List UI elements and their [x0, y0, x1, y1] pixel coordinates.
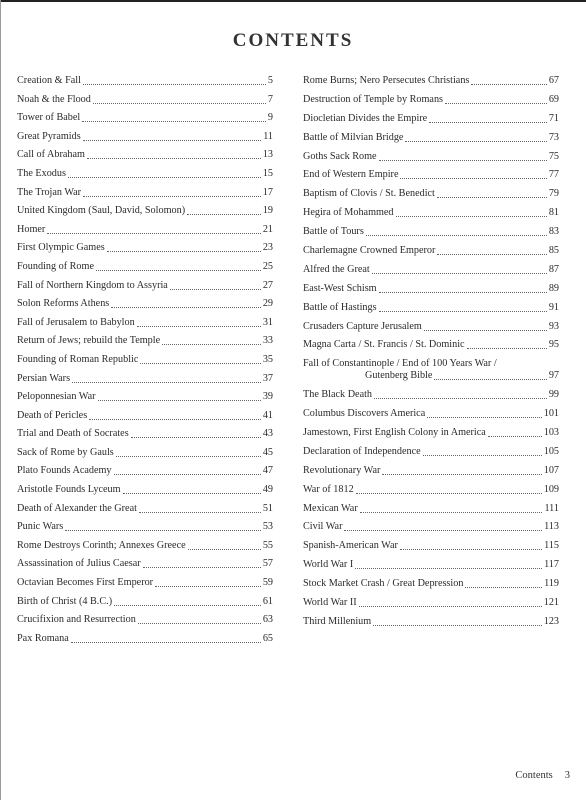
toc-entry-page-number: 63: [262, 614, 273, 626]
dot-leader: [83, 196, 261, 197]
toc-entry-page-number: 119: [544, 578, 559, 590]
dot-leader: [87, 158, 261, 159]
toc-entry: [17, 596, 273, 608]
dot-leader: [98, 400, 261, 401]
toc-entry: [17, 75, 273, 87]
dot-leader: [155, 586, 261, 587]
toc-entry: [303, 113, 559, 125]
toc-entry-label: Alfred the Great: [303, 263, 370, 275]
toc-entry-page-number: 45: [262, 446, 273, 458]
dot-leader: [65, 530, 261, 531]
dot-leader: [429, 122, 547, 123]
dot-leader: [372, 273, 547, 274]
dot-leader: [140, 363, 260, 364]
toc-left-column: [17, 75, 273, 651]
dot-leader: [471, 84, 546, 85]
dot-leader: [138, 623, 261, 624]
toc-entry-page-number: 17: [262, 186, 273, 198]
toc-entry-label: World War I: [303, 559, 354, 571]
dot-leader: [131, 437, 261, 438]
toc-entry-page-number: 53: [262, 521, 273, 533]
toc-entry-label: Fall of Northern Kingdom to Assyria: [17, 279, 168, 291]
toc-entry-label: Call of Abraham: [17, 149, 85, 161]
toc-entry-label: Plato Founds Academy: [17, 465, 112, 477]
dot-leader: [114, 474, 261, 475]
dot-leader: [382, 474, 541, 475]
left-edge: [0, 0, 1, 800]
toc-entry: [303, 408, 559, 420]
dot-leader: [111, 307, 261, 308]
toc-entry: [17, 521, 273, 533]
dot-leader: [434, 379, 546, 380]
toc-entry: [303, 521, 559, 533]
dot-leader: [424, 330, 547, 331]
toc-entry-label: Revolutionary War: [303, 464, 381, 476]
toc-entry-label: Columbus Discovers America: [303, 408, 426, 420]
toc-entry-label: Crucifixion and Resurrection: [17, 614, 136, 626]
toc-entry-page-number: 107: [543, 464, 559, 476]
dot-leader: [93, 103, 266, 104]
toc-entry: [303, 132, 559, 144]
dot-leader: [379, 311, 547, 312]
toc-entry: [17, 242, 273, 254]
toc-entry: [17, 558, 273, 570]
toc-entry-page-number: 55: [262, 539, 273, 551]
toc-entry-label: United Kingdom (Saul, David, Solomon): [17, 205, 186, 217]
dot-leader: [162, 344, 261, 345]
toc-entry: [303, 264, 559, 276]
toc-entry-page-number: 69: [548, 93, 559, 105]
toc-entry-page-number: 81: [548, 207, 559, 219]
toc-entry: [303, 358, 559, 382]
toc-entry-label: Magna Carta / St. Francis / St. Dominic: [303, 339, 465, 351]
dot-leader: [437, 197, 547, 198]
toc-entry-page-number: 121: [543, 597, 559, 609]
toc-entry: [303, 465, 559, 477]
toc-entry-label: Persian Wars: [17, 372, 71, 384]
toc-entry-label: Founding of Roman Republic: [17, 353, 139, 365]
toc-entry-page-number: 113: [544, 521, 559, 533]
dot-leader: [123, 493, 261, 494]
toc-entry: [303, 389, 559, 401]
toc-entry-page-number: 59: [262, 577, 273, 589]
toc-entry: [17, 317, 273, 329]
toc-entry-page-number: 99: [548, 389, 559, 401]
toc-entry: [17, 540, 273, 552]
toc-entry: [303, 207, 559, 219]
toc-entry-page-number: 97: [548, 370, 559, 382]
toc-entry: [17, 335, 273, 347]
dot-leader: [359, 606, 542, 607]
toc-entry-label: Spanish-American War: [303, 540, 398, 552]
toc-entry-label: Charlemagne Crowned Emperor: [303, 245, 436, 257]
toc-entry: [303, 578, 559, 590]
toc-entry: [303, 446, 559, 458]
page-title: CONTENTS: [232, 30, 354, 51]
dot-leader: [47, 233, 261, 234]
toc-entry-label: Trial and Death of Socrates: [17, 428, 129, 440]
toc-entry-page-number: 71: [548, 112, 559, 124]
toc-entry: [17, 577, 273, 589]
toc-entry-label: Pax Romana: [17, 632, 69, 644]
toc-entry-page-number: 37: [262, 372, 273, 384]
dot-leader: [360, 512, 543, 513]
toc-entry-label: Declaration of Independence: [303, 445, 421, 457]
toc-entry-label: Noah & the Flood: [17, 93, 91, 105]
toc-entry-page-number: 123: [543, 615, 559, 627]
dot-leader: [83, 140, 262, 141]
toc-entry-page-number: 5: [267, 75, 273, 86]
dot-leader: [467, 348, 547, 349]
dot-leader: [373, 625, 542, 626]
toc-entry-page-number: 47: [262, 465, 273, 477]
toc-entry-page-number: 77: [548, 169, 559, 181]
toc-entry-page-number: 39: [262, 391, 273, 403]
toc-entry-label: Battle of Milvian Bridge: [303, 131, 404, 143]
toc-entry-label: World War II: [303, 597, 357, 609]
toc-entry: [17, 354, 273, 366]
dot-leader: [83, 84, 266, 85]
toc-entry-label: Homer: [17, 223, 46, 235]
toc-entry-page-number: 49: [262, 484, 273, 496]
dot-leader: [188, 549, 261, 550]
toc-entry: [303, 427, 559, 439]
toc-entry-label: Founding of Rome: [17, 260, 94, 272]
toc-entry: [303, 597, 559, 609]
dot-leader: [379, 160, 547, 161]
toc-entry: [303, 540, 559, 552]
toc-entry-page-number: 83: [548, 226, 559, 238]
dot-leader: [427, 417, 541, 418]
dot-leader: [137, 326, 261, 327]
toc-entry-label: Octavian Becomes First Emperor: [17, 577, 154, 589]
toc-entry-label: Diocletian Divides the Empire: [303, 112, 428, 124]
dot-leader: [396, 216, 547, 217]
toc-entry-label: End of Western Empire: [303, 169, 399, 181]
toc-entry-label: East-West Schism: [303, 282, 377, 294]
toc-entry-page-number: 27: [262, 279, 273, 291]
toc-entry-label: Punic Wars: [17, 521, 64, 533]
toc-entry: [17, 428, 273, 440]
dot-leader: [465, 587, 542, 588]
toc-entry: [17, 373, 273, 385]
toc-entry-label: The Black Death: [303, 389, 373, 401]
toc-entry: [17, 280, 273, 292]
dot-leader: [374, 398, 547, 399]
toc-entry-page-number: 15: [262, 167, 273, 179]
toc-entry-page-number: 67: [548, 75, 559, 86]
toc-entry-page-number: 85: [548, 245, 559, 257]
toc-entry: [17, 131, 273, 143]
dot-leader: [143, 567, 261, 568]
toc-entry-label: Tower of Babel: [17, 112, 81, 124]
dot-leader: [68, 177, 261, 178]
toc-entry-page-number: 103: [543, 427, 559, 439]
toc-entry-label: Great Pyramids: [17, 130, 81, 142]
toc-entry: [17, 112, 273, 124]
toc-entry: [303, 169, 559, 181]
toc-entry-page-number: 23: [262, 242, 273, 254]
toc-entry: [303, 283, 559, 295]
page-footer: [515, 770, 570, 781]
toc-entry: [303, 75, 559, 87]
toc-entry-page-number: 31: [262, 316, 273, 328]
toc-entry-page-number: 65: [262, 632, 273, 644]
toc-entry-page-number: 93: [548, 320, 559, 332]
toc-entry: [303, 302, 559, 314]
toc-entry-page-number: 43: [262, 428, 273, 440]
dot-leader: [379, 292, 547, 293]
toc-entry: [17, 187, 273, 199]
toc-entry-label: Sack of Rome by Gauls: [17, 446, 114, 458]
toc-entry-page-number: 79: [548, 188, 559, 200]
toc-entry-label: First Olympic Games: [17, 242, 105, 254]
toc-entry-page-number: 11: [263, 130, 273, 142]
toc-entry-label: Death of Alexander the Great: [17, 502, 137, 514]
toc-entry: [17, 224, 273, 236]
toc-entry-label: Destruction of Temple by Romans: [303, 93, 444, 105]
toc-entry-page-number: 111: [544, 502, 559, 514]
toc-entry-page-number: 25: [262, 260, 273, 272]
dot-leader: [89, 419, 261, 420]
top-rule: [0, 0, 586, 2]
toc-entry: [17, 149, 273, 161]
footer-page-number: 3: [564, 770, 570, 781]
dot-leader: [139, 512, 261, 513]
toc-entry: [17, 261, 273, 273]
toc-entry: [303, 484, 559, 496]
toc-entry-label: Goths Sack Rome: [303, 150, 377, 162]
toc-entry-page-number: 19: [262, 205, 273, 217]
toc-entry-label: Death of Pericles: [17, 409, 88, 421]
toc-entry-label: Third Millenium: [303, 615, 372, 627]
toc-entry-label: Birth of Christ (4 B.C.): [17, 595, 113, 607]
toc-entry: [303, 559, 559, 571]
dot-leader: [400, 178, 546, 179]
dot-leader: [71, 642, 261, 643]
toc-entry-page-number: 41: [262, 409, 273, 421]
dot-leader: [355, 568, 542, 569]
toc-entry-page-number: 21: [262, 223, 273, 235]
dot-leader: [72, 382, 261, 383]
toc-entry-label: Stock Market Crash / Great Depression: [303, 578, 464, 590]
toc-entry-page-number: 57: [262, 558, 273, 570]
toc-entry-page-number: 7: [267, 93, 273, 105]
toc-entry-label: Rome Burns; Nero Persecutes Christians: [303, 75, 470, 86]
toc-entry-page-number: 87: [548, 263, 559, 275]
dot-leader: [96, 270, 261, 271]
toc-entry: [303, 321, 559, 333]
toc-entry-page-number: 115: [544, 540, 559, 552]
toc-entry: [17, 205, 273, 217]
toc-entry: [303, 616, 559, 628]
dot-leader: [170, 289, 261, 290]
toc-entry-label-continued: Gutenberg Bible: [365, 370, 433, 382]
toc-entry-page-number: 13: [262, 149, 273, 161]
toc-entry-label: Aristotle Founds Lyceum: [17, 484, 121, 496]
toc-entry-label: Crusaders Capture Jerusalem: [303, 320, 422, 332]
toc-entry-page-number: 105: [543, 445, 559, 457]
toc-entry-label: Fall of Jerusalem to Babylon: [17, 316, 135, 328]
dot-leader: [114, 605, 261, 606]
toc-entry-page-number: 101: [543, 408, 559, 420]
toc-entry-page-number: 29: [262, 298, 273, 310]
toc-right-column: [303, 75, 559, 635]
toc-entry: [17, 633, 273, 645]
toc-entry: [17, 94, 273, 106]
toc-entry: [17, 465, 273, 477]
toc-entry-page-number: 73: [548, 131, 559, 143]
dot-leader: [356, 493, 542, 494]
toc-entry-label: Creation & Fall: [17, 75, 81, 86]
dot-leader: [116, 456, 261, 457]
dot-leader: [187, 214, 261, 215]
toc-entry-label: Battle of Tours: [303, 226, 364, 238]
toc-entry-page-number: 35: [262, 353, 273, 365]
dot-leader: [423, 455, 542, 456]
toc-entry-label: Assassination of Julius Caesar: [17, 558, 141, 570]
toc-entry-label: Peloponnesian War: [17, 391, 96, 403]
toc-entry: [17, 484, 273, 496]
toc-entry-label: Rome Destroys Corinth; Annexes Greece: [17, 539, 186, 551]
toc-entry-page-number: 89: [548, 282, 559, 294]
toc-entry-label: Baptism of Clovis / St. Benedict: [303, 188, 435, 200]
toc-entry-label: Battle of Hastings: [303, 301, 377, 313]
toc-entry-page-number: 33: [262, 335, 273, 347]
toc-entry: [17, 410, 273, 422]
toc-entry-label: Jamestown, First English Colony in America: [303, 427, 486, 439]
toc-entry: [303, 339, 559, 351]
toc-entry-label: Solon Reforms Athens: [17, 298, 110, 310]
toc-entry: [303, 245, 559, 257]
toc-entry-label: Civil War: [303, 521, 343, 533]
toc-entry: [303, 151, 559, 163]
toc-entry: [17, 503, 273, 515]
toc-entry-page-number: 61: [262, 595, 273, 607]
toc-entry-label: The Trojan War: [17, 186, 82, 198]
toc-entry: [17, 168, 273, 180]
toc-entry-page-number: 91: [548, 301, 559, 313]
toc-entry: [303, 503, 559, 515]
toc-entry: [17, 447, 273, 459]
dot-leader: [82, 121, 266, 122]
toc-entry-page-number: 75: [548, 150, 559, 162]
footer-label: Contents: [515, 770, 553, 781]
toc-entry-label: Mexican War: [303, 502, 358, 514]
toc-entry: [303, 226, 559, 238]
toc-entry-label: Hegira of Mohammed: [303, 207, 394, 219]
toc-entry-page-number: 51: [262, 502, 273, 514]
toc-entry-label: Return of Jews; rebuild the Temple: [17, 335, 161, 347]
toc-entry-page-number: 9: [267, 112, 273, 124]
toc-entry: [303, 94, 559, 106]
toc-entry: [17, 298, 273, 310]
toc-entry-page-number: 95: [548, 339, 559, 351]
toc-entry-label: Fall of Constantinople / End of 100 Years War /: [303, 358, 497, 370]
dot-leader: [344, 530, 542, 531]
dot-leader: [445, 103, 547, 104]
toc-entry-label: War of 1812: [303, 483, 354, 495]
dot-leader: [366, 235, 547, 236]
toc-entry: [303, 188, 559, 200]
dot-leader: [437, 254, 546, 255]
toc-entry-label: The Exodus: [17, 167, 66, 179]
dot-leader: [488, 436, 542, 437]
dot-leader: [107, 251, 261, 252]
toc-entry-page-number: 109: [543, 483, 559, 495]
toc-entry: [17, 391, 273, 403]
dot-leader: [405, 141, 546, 142]
toc-entry-page-number: 117: [544, 559, 559, 571]
dot-leader: [400, 549, 542, 550]
toc-entry: [17, 614, 273, 626]
